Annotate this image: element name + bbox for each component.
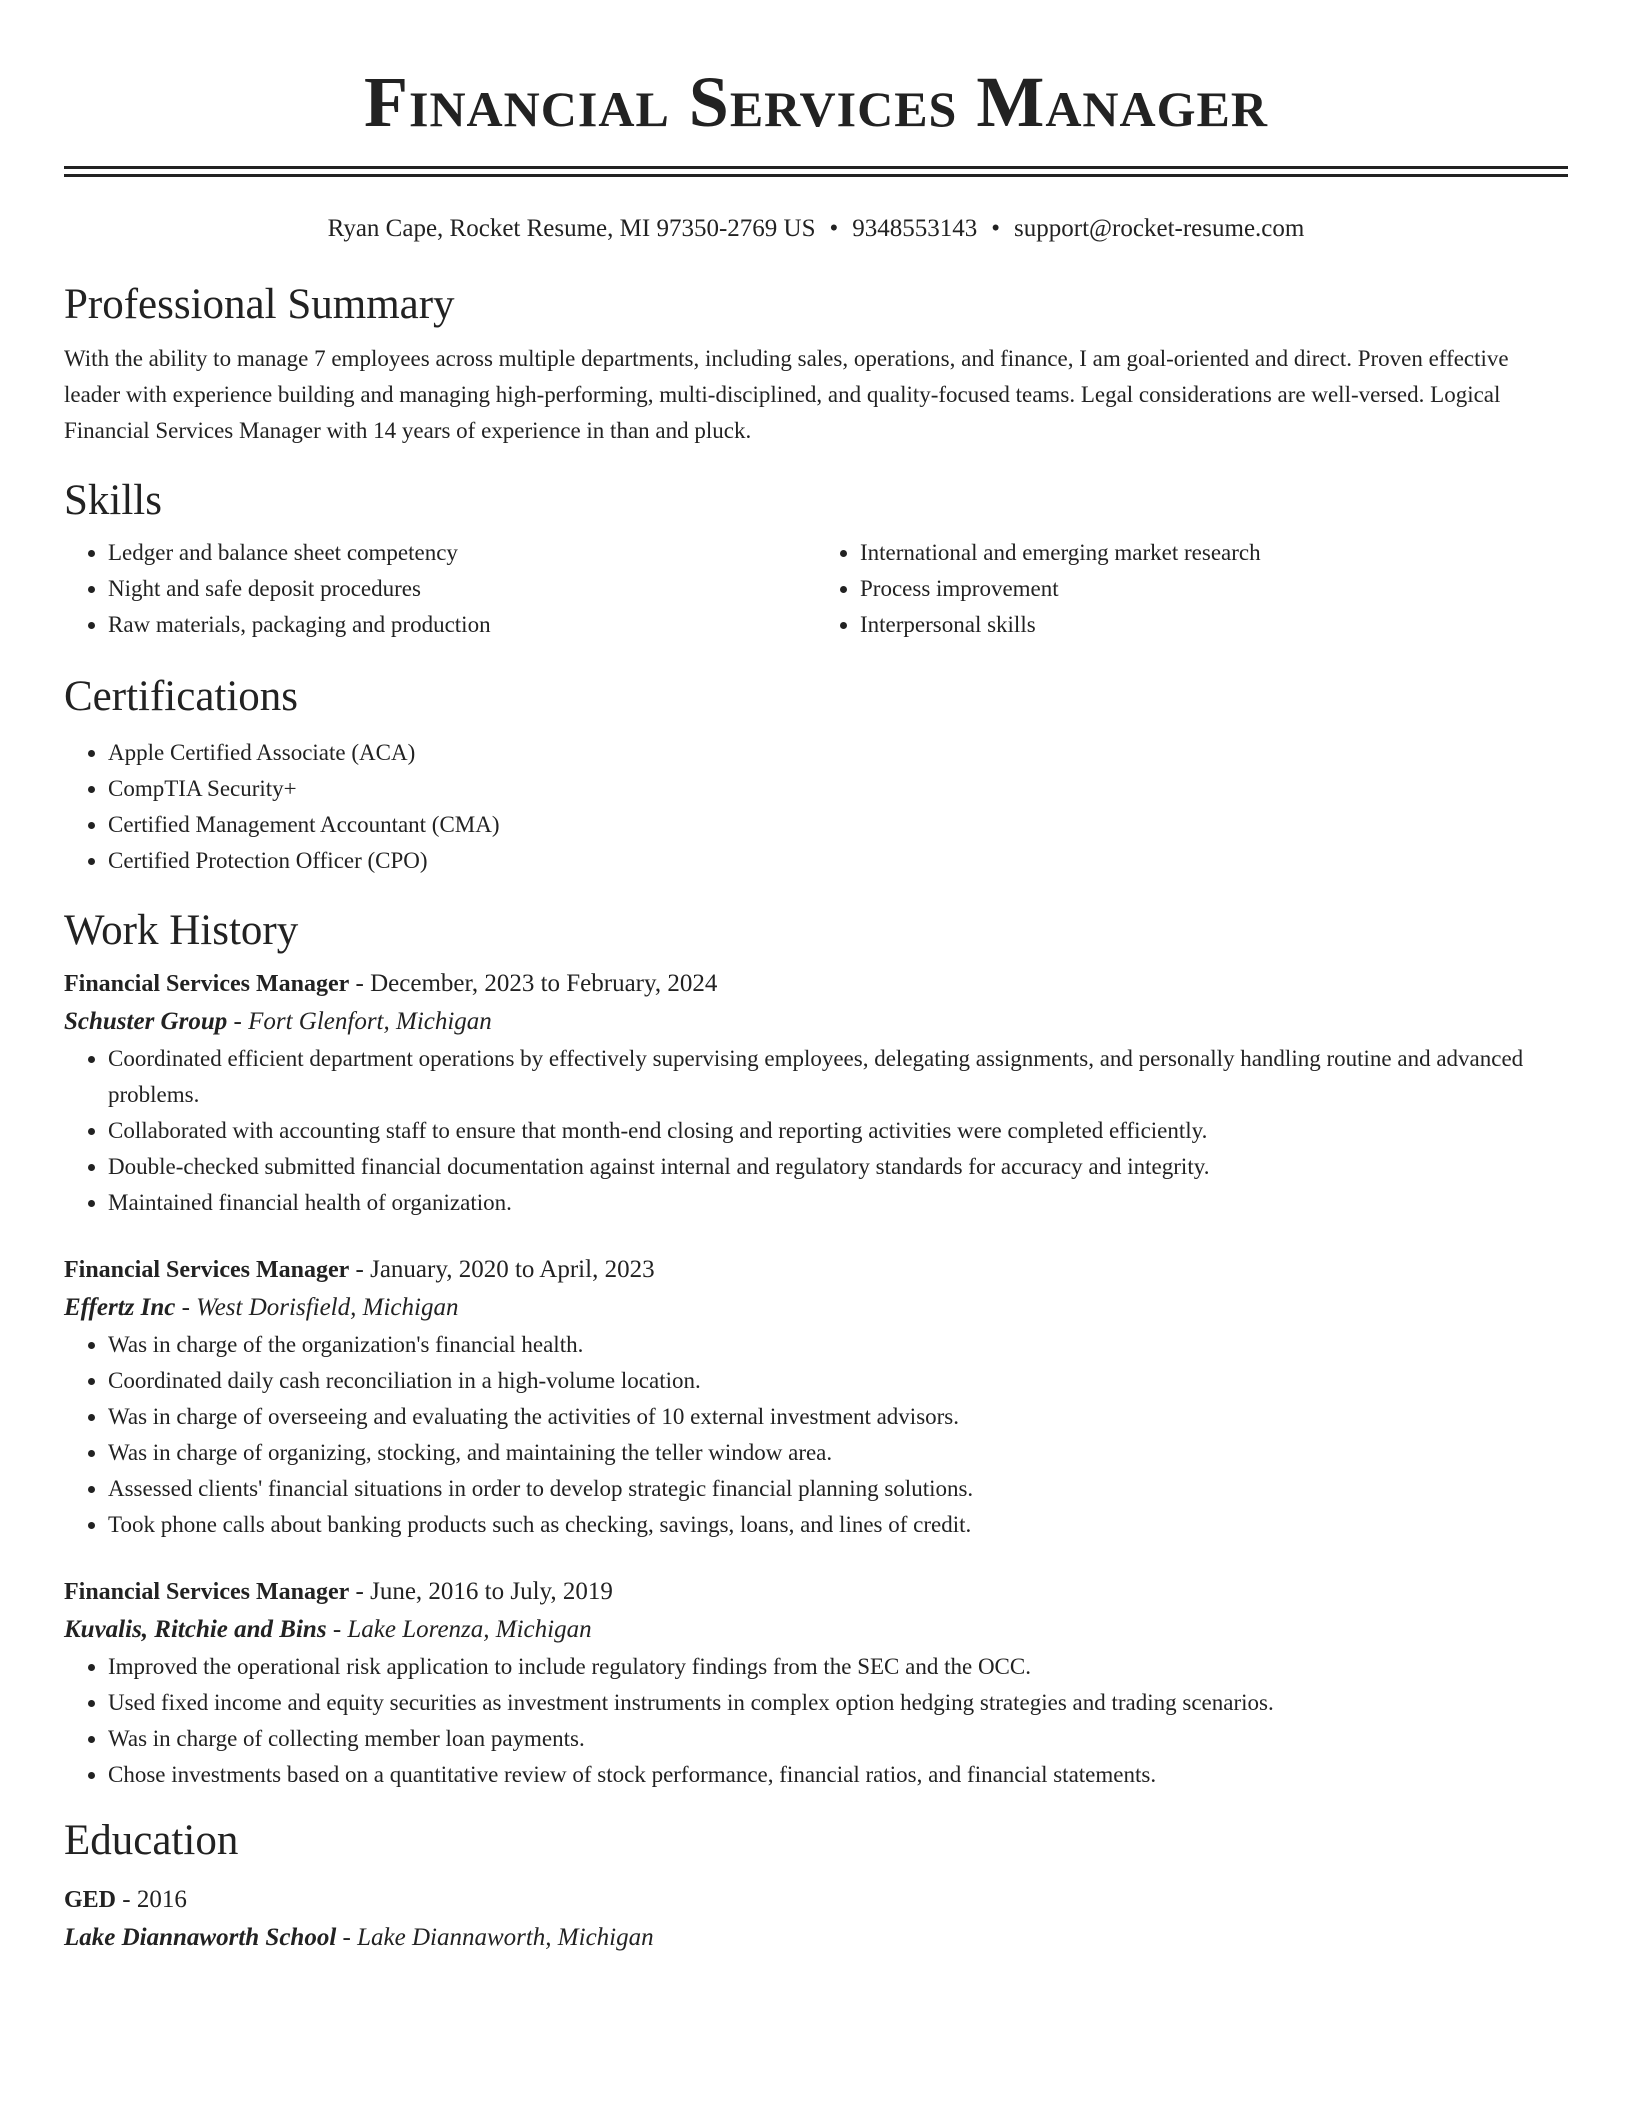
contact-line: [64, 213, 1568, 245]
job-duty: • Collaborated with accounting staff to ensure that month-end closing and reporting activities were completed efficiently.: [108, 1113, 1568, 1149]
certification-item: • CompTIA Security+: [108, 771, 1568, 807]
skill-item: • International and emerging market research: [860, 535, 1568, 571]
job-entry: [64, 965, 1568, 1221]
skill-item: • Interpersonal skills: [860, 607, 1568, 643]
education-year: - 2016: [122, 1886, 187, 1913]
certification-item: • Apple Certified Associate (ACA): [108, 735, 1568, 771]
job-duty: • Chose investments based on a quantitative review of stock performance, financial ratios, and financial statements.: [108, 1757, 1568, 1793]
job-duty: • Maintained financial health of organization.: [108, 1185, 1568, 1221]
certifications-heading: Certifications: [64, 673, 299, 720]
education-entry: [64, 1881, 1568, 1957]
job-company: Schuster Group: [64, 1008, 228, 1035]
job-duty: • Double-checked submitted financial documentation against internal and regulatory standards for accuracy and integrity.: [108, 1149, 1568, 1185]
skill-item: • Night and safe deposit procedures: [108, 571, 816, 607]
work-history-heading: Work History: [64, 907, 299, 954]
contact-phone: 9348553143: [852, 215, 978, 242]
job-location: - Lake Lorenza, Michigan: [332, 1616, 592, 1643]
summary-text: With the ability to manage 7 employees across multiple departments, including sales, operations, and finance, I am goal-oriented and direct. Proven effective leader with experience building and managing high-performing, multi-disciplined, and quality-focused teams. Legal considerations are well-versed. Logical Financial Services Manager with 14 years of experience in than and pluck.: [64, 346, 1509, 443]
skills-column-left: [64, 535, 816, 643]
job-header: [64, 1251, 1568, 1289]
skill-item: • Raw materials, packaging and production: [108, 607, 816, 643]
job-header: [64, 1573, 1568, 1611]
job-duty: • Was in charge of overseeing and evaluating the activities of 10 external investment advisors.: [108, 1399, 1568, 1435]
contact-separator: •: [991, 215, 1001, 242]
certifications-list: [64, 735, 1568, 879]
job-duty: • Used fixed income and equity securities as investment instruments in complex option hedging strategies and trading scenarios.: [108, 1685, 1568, 1721]
job-title: Financial Services Manager: [64, 1579, 350, 1605]
certification-item: • Certified Management Accountant (CMA): [108, 807, 1568, 843]
certification-item: • Certified Protection Officer (CPO): [108, 843, 1568, 879]
skills-heading: Skills: [64, 477, 162, 524]
job-company-line: [64, 1611, 1568, 1649]
job-location: - West Dorisfield, Michigan: [181, 1294, 459, 1321]
education-location: - Lake Diannaworth, Michigan: [342, 1924, 654, 1951]
education-header: [64, 1881, 1568, 1919]
job-company-line: [64, 1003, 1568, 1041]
skills-column-right: [816, 535, 1568, 643]
contact-address: Ryan Cape, Rocket Resume, MI 97350-2769 US: [327, 215, 816, 242]
job-duties-list: [64, 1041, 1568, 1221]
job-duty: • Assessed clients' financial situations in order to develop strategic financial planning solutions.: [108, 1471, 1568, 1507]
contact-email: support@rocket-resume.com: [1014, 215, 1305, 242]
job-duty: • Coordinated efficient department operations by effectively supervising employees, delegating assignments, and personally handling routine and advanced problems.: [108, 1041, 1568, 1113]
contact-separator: •: [829, 215, 839, 242]
job-duties-list: [64, 1649, 1568, 1793]
job-duty: • Was in charge of organizing, stocking, and maintaining the teller window area.: [108, 1435, 1568, 1471]
job-location: - Fort Glenfort, Michigan: [233, 1008, 492, 1035]
education-heading: Education: [64, 1817, 239, 1864]
skill-item: • Process improvement: [860, 571, 1568, 607]
job-entry: [64, 1251, 1568, 1543]
education-degree: GED: [64, 1887, 117, 1913]
job-company-line: [64, 1289, 1568, 1327]
skill-item: • Ledger and balance sheet competency: [108, 535, 816, 571]
job-duties-list: [64, 1327, 1568, 1543]
job-duty: • Improved the operational risk application to include regulatory findings from the SEC and the OCC.: [108, 1649, 1568, 1685]
title-double-rule: [64, 166, 1568, 177]
education-school: Lake Diannaworth School: [64, 1924, 337, 1951]
job-entry: [64, 1573, 1568, 1793]
job-duty: • Was in charge of the organization's financial health.: [108, 1327, 1568, 1363]
job-company: Kuvalis, Ritchie and Bins: [64, 1616, 327, 1643]
page-title: Financial Services Manager: [364, 62, 1268, 142]
job-company: Effertz Inc: [64, 1294, 176, 1321]
job-dates: - December, 2023 to February, 2024: [355, 970, 718, 997]
job-duty: • Took phone calls about banking products such as checking, savings, loans, and lines of credit.: [108, 1507, 1568, 1543]
education-school-line: [64, 1919, 1568, 1957]
job-title: Financial Services Manager: [64, 1257, 350, 1283]
job-title: Financial Services Manager: [64, 971, 350, 997]
job-dates: - June, 2016 to July, 2019: [355, 1578, 613, 1605]
job-header: [64, 965, 1568, 1003]
summary-heading: Professional Summary: [64, 281, 455, 328]
skills-list: [64, 535, 1568, 643]
job-dates: - January, 2020 to April, 2023: [355, 1256, 655, 1283]
job-duty: • Was in charge of collecting member loan payments.: [108, 1721, 1568, 1757]
job-duty: • Coordinated daily cash reconciliation in a high-volume location.: [108, 1363, 1568, 1399]
